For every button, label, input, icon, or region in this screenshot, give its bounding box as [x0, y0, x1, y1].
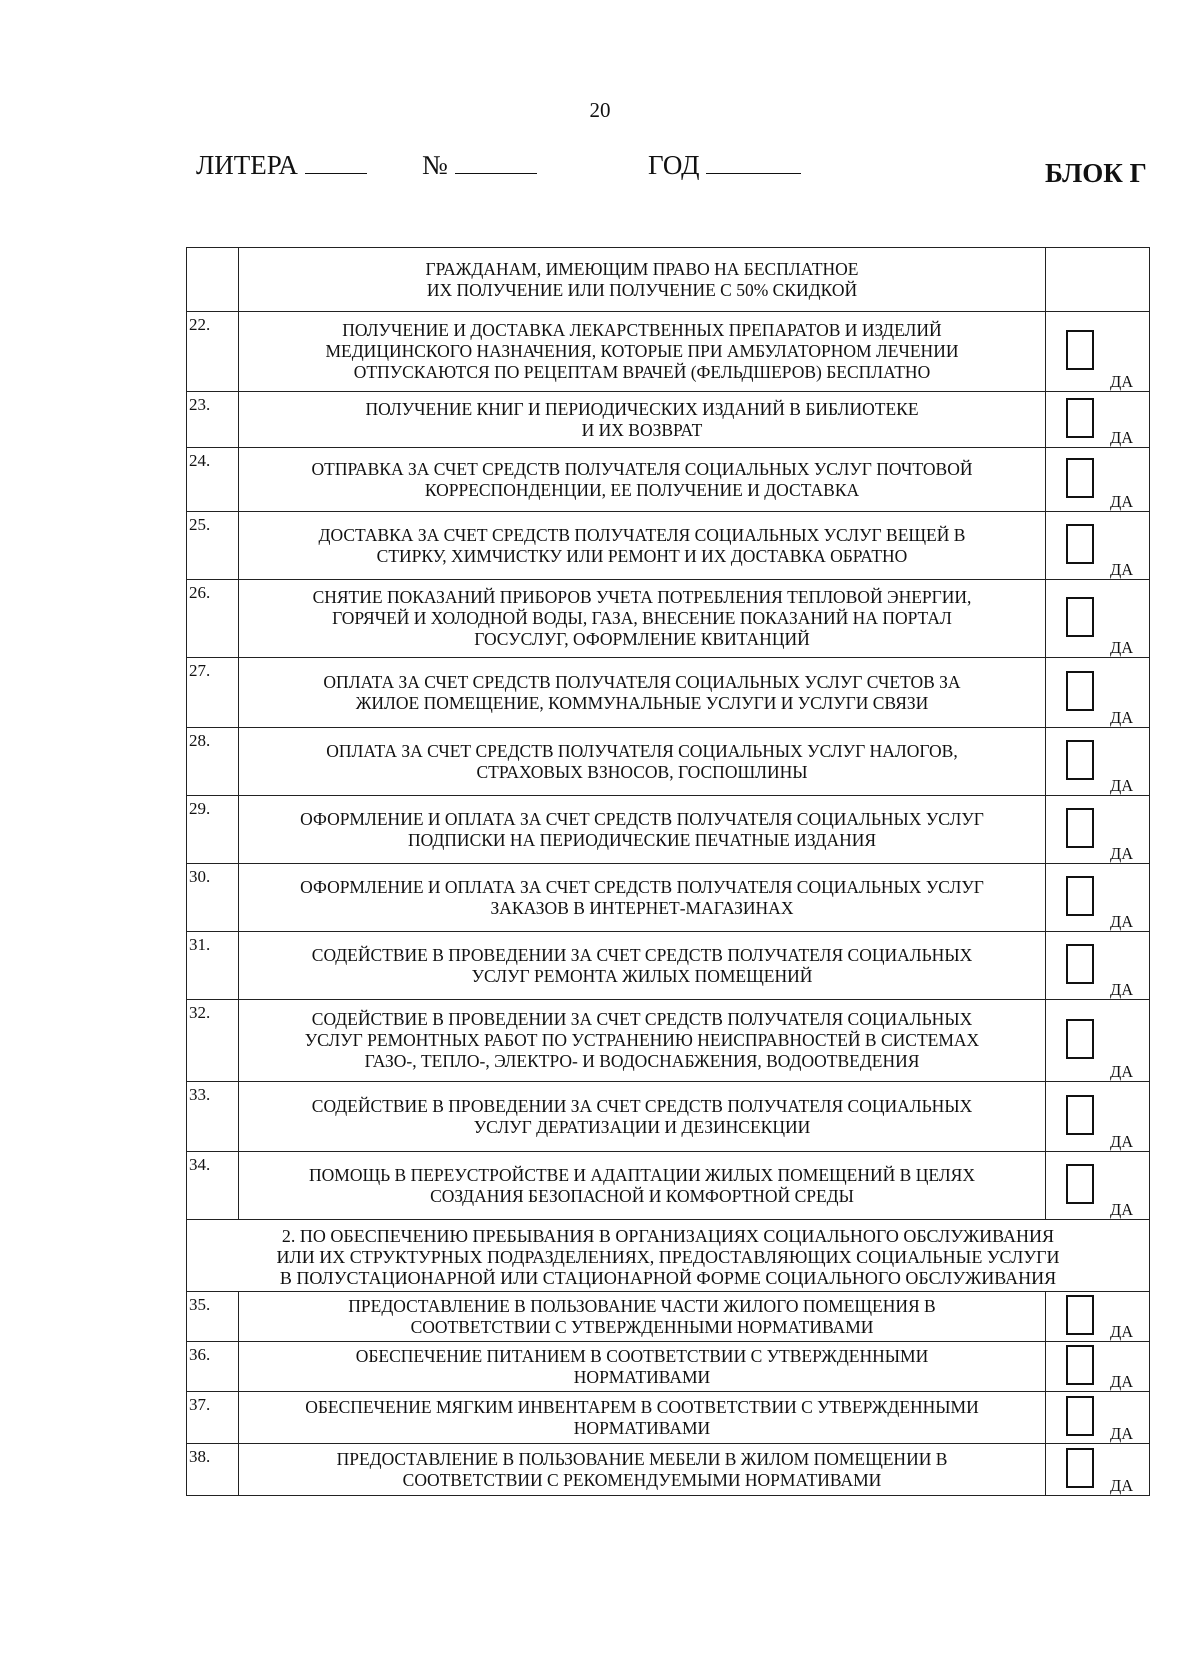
answer-cell: [1046, 1392, 1150, 1444]
yes-label: ДА: [1110, 637, 1134, 657]
table-row: [187, 1152, 1150, 1220]
litera-field[interactable]: [196, 150, 367, 181]
row-number: 30.: [187, 864, 239, 932]
intro-row: [187, 248, 1150, 312]
service-description: ПОМОЩЬ В ПЕРЕУСТРОЙСТВЕ И АДАПТАЦИИ ЖИЛЫХ ПОМЕЩЕНИЙ В ЦЕЛЯХ СОЗДАНИЯ БЕЗОПАСНОЙ И КОМФОРТНОЙ СРЕДЫ: [239, 1152, 1046, 1220]
row-number: 25.: [187, 512, 239, 580]
yes-checkbox[interactable]: [1066, 458, 1094, 498]
yes-checkbox[interactable]: [1066, 1095, 1094, 1135]
service-description: СОДЕЙСТВИЕ В ПРОВЕДЕНИИ ЗА СЧЕТ СРЕДСТВ ПОЛУЧАТЕЛЯ СОЦИАЛЬНЫХ УСЛУГ РЕМОНТНЫХ РАБОТ ПО УСТРАНЕНИЮ НЕИСПРАВНОСТЕЙ В СИСТЕМАХ ГАЗО-, ТЕПЛО-, ЭЛЕКТРО- И ВОДОСНАБЖЕНИЯ, ВОДООТВЕДЕНИЯ: [239, 1000, 1046, 1082]
yes-label: ДА: [1110, 843, 1134, 863]
service-description: СОДЕЙСТВИЕ В ПРОВЕДЕНИИ ЗА СЧЕТ СРЕДСТВ ПОЛУЧАТЕЛЯ СОЦИАЛЬНЫХ УСЛУГ РЕМОНТА ЖИЛЫХ ПОМЕЩЕНИЙ: [239, 932, 1046, 1000]
yes-label: ДА: [1110, 1061, 1134, 1081]
yes-label: ДА: [1110, 1475, 1134, 1495]
row-number: 36.: [187, 1342, 239, 1392]
yes-checkbox[interactable]: [1066, 1164, 1094, 1204]
yes-label: ДА: [1110, 1199, 1134, 1219]
service-description: ОТПРАВКА ЗА СЧЕТ СРЕДСТВ ПОЛУЧАТЕЛЯ СОЦИАЛЬНЫХ УСЛУГ ПОЧТОВОЙ КОРРЕСПОНДЕНЦИИ, ЕЕ ПОЛУЧЕНИЕ И ДОСТАВКА: [239, 448, 1046, 512]
table-row: [187, 864, 1150, 932]
answer-cell: [1046, 1000, 1150, 1082]
number-field[interactable]: [422, 150, 537, 181]
yes-checkbox[interactable]: [1066, 876, 1094, 916]
table-row: [187, 1392, 1150, 1444]
row-number: 35.: [187, 1292, 239, 1342]
row-number: 29.: [187, 796, 239, 864]
answer-cell: [1046, 1292, 1150, 1342]
row-number: 22.: [187, 312, 239, 392]
yes-checkbox[interactable]: [1066, 740, 1094, 780]
row-number: 37.: [187, 1392, 239, 1444]
year-label: ГОД: [648, 150, 700, 180]
yes-label: ДА: [1110, 775, 1134, 795]
year-blank[interactable]: [706, 153, 801, 174]
answer-cell: [1046, 658, 1150, 728]
yes-label: ДА: [1110, 911, 1134, 931]
answer-cell: [1046, 392, 1150, 448]
yes-label: ДА: [1110, 371, 1134, 391]
yes-checkbox[interactable]: [1066, 808, 1094, 848]
yes-label: ДА: [1110, 1131, 1134, 1151]
answer-cell: [1046, 1342, 1150, 1392]
row-number: 23.: [187, 392, 239, 448]
yes-checkbox[interactable]: [1066, 597, 1094, 637]
yes-checkbox[interactable]: [1066, 1448, 1094, 1488]
service-description: ОФОРМЛЕНИЕ И ОПЛАТА ЗА СЧЕТ СРЕДСТВ ПОЛУЧАТЕЛЯ СОЦИАЛЬНЫХ УСЛУГ ПОДПИСКИ НА ПЕРИОДИЧЕСКИЕ ПЕЧАТНЫЕ ИЗДАНИЯ: [239, 796, 1046, 864]
yes-checkbox[interactable]: [1066, 524, 1094, 564]
services-table: [186, 247, 1150, 1496]
yes-label: ДА: [1110, 1321, 1134, 1341]
answer-cell: [1046, 312, 1150, 392]
litera-label: ЛИТЕРА: [196, 150, 298, 180]
page-number: 20: [589, 98, 611, 122]
yes-label: ДА: [1110, 1371, 1134, 1391]
row-number: 38.: [187, 1444, 239, 1496]
table-row: [187, 1342, 1150, 1392]
intro-num-cell: [187, 248, 239, 312]
section-2-title: 2. ПО ОБЕСПЕЧЕНИЮ ПРЕБЫВАНИЯ В ОРГАНИЗАЦИЯХ СОЦИАЛЬНОГО ОБСЛУЖИВАНИЯ ИЛИ ИХ СТРУКТУРНЫХ ПОДРАЗДЕЛЕНИЯХ, ПРЕДОСТАВЛЯЮЩИХ СОЦИАЛЬНЫЕ УСЛУГИ В ПОЛУСТАЦИОНАРНОЙ ИЛИ СТАЦИОНАРНОЙ ФОРМЕ СОЦИАЛЬНОГО ОБСЛУЖИВАНИЯ: [187, 1220, 1150, 1292]
service-description: ОПЛАТА ЗА СЧЕТ СРЕДСТВ ПОЛУЧАТЕЛЯ СОЦИАЛЬНЫХ УСЛУГ НАЛОГОВ, СТРАХОВЫХ ВЗНОСОВ, ГОСПОШЛИНЫ: [239, 728, 1046, 796]
service-description: СНЯТИЕ ПОКАЗАНИЙ ПРИБОРОВ УЧЕТА ПОТРЕБЛЕНИЯ ТЕПЛОВОЙ ЭНЕРГИИ, ГОРЯЧЕЙ И ХОЛОДНОЙ ВОДЫ, ГАЗА, ВНЕСЕНИЕ ПОКАЗАНИЙ НА ПОРТАЛ ГОСУСЛУГ, ОФОРМЛЕНИЕ КВИТАНЦИЙ: [239, 580, 1046, 658]
answer-cell: [1046, 932, 1150, 1000]
table-row: [187, 1292, 1150, 1342]
yes-label: ДА: [1110, 1423, 1134, 1443]
service-description: ОПЛАТА ЗА СЧЕТ СРЕДСТВ ПОЛУЧАТЕЛЯ СОЦИАЛЬНЫХ УСЛУГ СЧЕТОВ ЗА ЖИЛОЕ ПОМЕЩЕНИЕ, КОММУНАЛЬНЫЕ УСЛУГИ И УСЛУГИ СВЯЗИ: [239, 658, 1046, 728]
service-description: ОФОРМЛЕНИЕ И ОПЛАТА ЗА СЧЕТ СРЕДСТВ ПОЛУЧАТЕЛЯ СОЦИАЛЬНЫХ УСЛУГ ЗАКАЗОВ В ИНТЕРНЕТ-МАГАЗИНАХ: [239, 864, 1046, 932]
service-description: ОБЕСПЕЧЕНИЕ МЯГКИМ ИНВЕНТАРЕМ В СООТВЕТСТВИИ С УТВЕРЖДЕННЫМИ НОРМАТИВАМИ: [239, 1392, 1046, 1444]
table-row: [187, 1082, 1150, 1152]
answer-cell: [1046, 864, 1150, 932]
answer-cell: [1046, 1152, 1150, 1220]
yes-checkbox[interactable]: [1066, 671, 1094, 711]
table-row: [187, 580, 1150, 658]
service-description: ПРЕДОСТАВЛЕНИЕ В ПОЛЬЗОВАНИЕ МЕБЕЛИ В ЖИЛОМ ПОМЕЩЕНИИ В СООТВЕТСТВИИ С РЕКОМЕНДУЕМЫМИ НОРМАТИВАМИ: [239, 1444, 1046, 1496]
row-number: 27.: [187, 658, 239, 728]
table-row: [187, 658, 1150, 728]
answer-cell: [1046, 512, 1150, 580]
answer-cell: [1046, 1444, 1150, 1496]
row-number: 26.: [187, 580, 239, 658]
yes-checkbox[interactable]: [1066, 1295, 1094, 1335]
yes-checkbox[interactable]: [1066, 330, 1094, 370]
row-number: 31.: [187, 932, 239, 1000]
table-row: [187, 1000, 1150, 1082]
row-number: 28.: [187, 728, 239, 796]
row-number: 32.: [187, 1000, 239, 1082]
table-row: [187, 392, 1150, 448]
yes-checkbox[interactable]: [1066, 1396, 1094, 1436]
section-2-row: [187, 1220, 1150, 1292]
yes-label: ДА: [1110, 707, 1134, 727]
yes-checkbox[interactable]: [1066, 1345, 1094, 1385]
yes-label: ДА: [1110, 491, 1134, 511]
table-row: [187, 932, 1150, 1000]
service-description: ДОСТАВКА ЗА СЧЕТ СРЕДСТВ ПОЛУЧАТЕЛЯ СОЦИАЛЬНЫХ УСЛУГ ВЕЩЕЙ В СТИРКУ, ХИМЧИСТКУ ИЛИ РЕМОНТ И ИХ ДОСТАВКА ОБРАТНО: [239, 512, 1046, 580]
answer-cell: [1046, 728, 1150, 796]
yes-checkbox[interactable]: [1066, 398, 1094, 438]
answer-cell: [1046, 1082, 1150, 1152]
block-label: БЛОК Г: [1045, 158, 1147, 188]
yes-checkbox[interactable]: [1066, 944, 1094, 984]
row-number: 33.: [187, 1082, 239, 1152]
table-row: [187, 728, 1150, 796]
number-blank[interactable]: [455, 153, 537, 174]
yes-checkbox[interactable]: [1066, 1019, 1094, 1059]
service-description: ОБЕСПЕЧЕНИЕ ПИТАНИЕМ В СООТВЕТСТВИИ С УТВЕРЖДЕННЫМИ НОРМАТИВАМИ: [239, 1342, 1046, 1392]
answer-cell: [1046, 448, 1150, 512]
table-row: [187, 1444, 1150, 1496]
yes-label: ДА: [1110, 979, 1134, 999]
row-number: 24.: [187, 448, 239, 512]
service-description: ПРЕДОСТАВЛЕНИЕ В ПОЛЬЗОВАНИЕ ЧАСТИ ЖИЛОГО ПОМЕЩЕНИЯ В СООТВЕТСТВИИ С УТВЕРЖДЕННЫМИ НОРМАТИВАМИ: [239, 1292, 1046, 1342]
table-row: [187, 312, 1150, 392]
number-label: №: [422, 150, 448, 180]
answer-cell: [1046, 796, 1150, 864]
service-description: ПОЛУЧЕНИЕ И ДОСТАВКА ЛЕКАРСТВЕННЫХ ПРЕПАРАТОВ И ИЗДЕЛИЙ МЕДИЦИНСКОГО НАЗНАЧЕНИЯ, КОТОРЫЕ ПРИ АМБУЛАТОРНОМ ЛЕЧЕНИИ ОТПУСКАЮТСЯ ПО РЕЦЕПТАМ ВРАЧЕЙ (ФЕЛЬДШЕРОВ) БЕСПЛАТНО: [239, 312, 1046, 392]
litera-blank[interactable]: [305, 153, 367, 174]
year-field[interactable]: [648, 150, 801, 181]
yes-label: ДА: [1110, 559, 1134, 579]
table-row: [187, 448, 1150, 512]
answer-cell: [1046, 580, 1150, 658]
table-row: [187, 796, 1150, 864]
intro-answer-cell: [1046, 248, 1150, 312]
intro-text: ГРАЖДАНАМ, ИМЕЮЩИМ ПРАВО НА БЕСПЛАТНОЕ ИХ ПОЛУЧЕНИЕ ИЛИ ПОЛУЧЕНИЕ С 50% СКИДКОЙ: [239, 248, 1046, 312]
yes-label: ДА: [1110, 427, 1134, 447]
table-row: [187, 512, 1150, 580]
service-description: ПОЛУЧЕНИЕ КНИГ И ПЕРИОДИЧЕСКИХ ИЗДАНИЙ В БИБЛИОТЕКЕ И ИХ ВОЗВРАТ: [239, 392, 1046, 448]
row-number: 34.: [187, 1152, 239, 1220]
service-description: СОДЕЙСТВИЕ В ПРОВЕДЕНИИ ЗА СЧЕТ СРЕДСТВ ПОЛУЧАТЕЛЯ СОЦИАЛЬНЫХ УСЛУГ ДЕРАТИЗАЦИИ И ДЕЗИНСЕКЦИИ: [239, 1082, 1046, 1152]
